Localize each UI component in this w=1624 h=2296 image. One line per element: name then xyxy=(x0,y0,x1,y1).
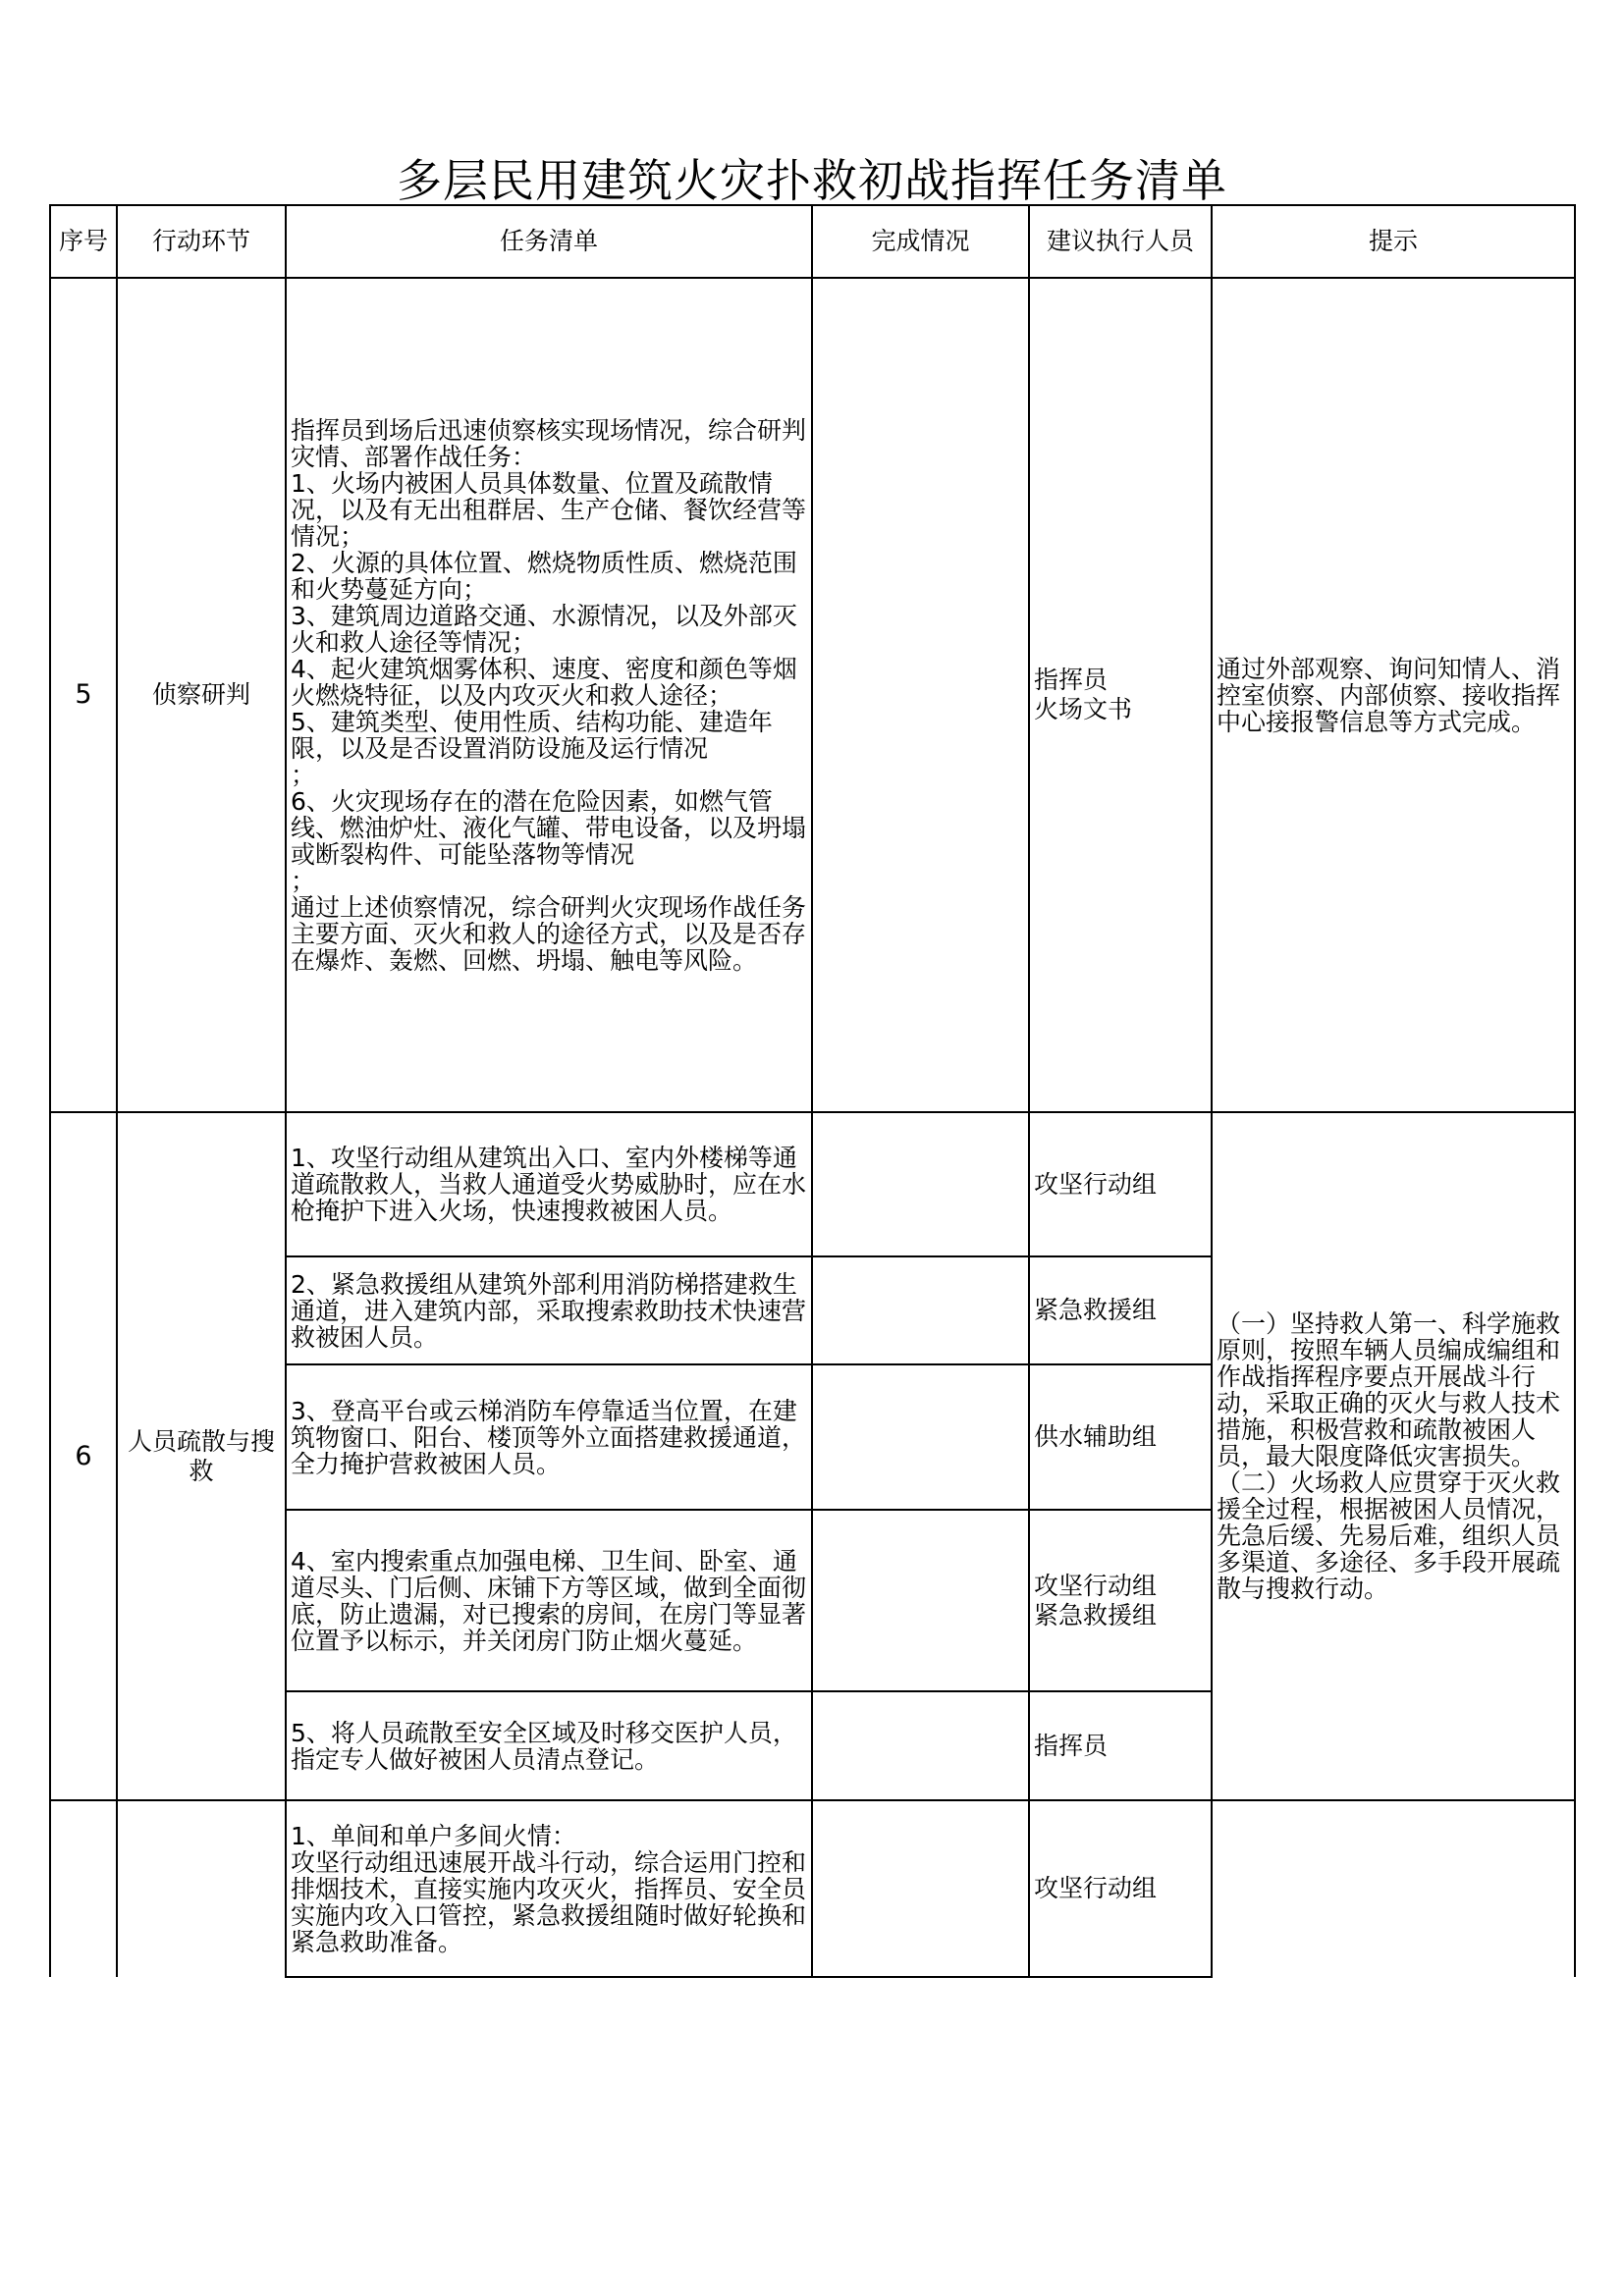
task-table xyxy=(49,204,1576,1978)
executor-cell: 攻坚行动组 紧急救援组 xyxy=(1029,1510,1212,1691)
status-cell[interactable] xyxy=(812,1691,1029,1800)
header-tasks: 任务清单 xyxy=(286,205,812,278)
header-seq: 序号 xyxy=(50,205,117,278)
status-cell[interactable] xyxy=(812,278,1029,1112)
task-cell: 3、登高平台或云梯消防车停靠适当位置，在建筑物窗口、阳台、楼顶等外立面搭建救援通道，全力掩护营救被困人员。 xyxy=(286,1364,812,1510)
header-stage: 行动环节 xyxy=(117,205,286,278)
executor-cell: 指挥员 火场文书 xyxy=(1029,278,1212,1112)
header-tips: 提示 xyxy=(1212,205,1575,278)
page-title: 多层民用建筑火灾扑救初战指挥任务清单 xyxy=(397,154,1227,207)
section-seq xyxy=(50,1800,117,1977)
status-cell[interactable] xyxy=(812,1364,1029,1510)
header-status: 完成情况 xyxy=(812,205,1029,278)
section-stage xyxy=(117,1800,286,1977)
header-row xyxy=(50,205,1575,278)
tips-cell xyxy=(1212,1800,1575,1977)
task-cell: 1、单间和单户多间火情： 攻坚行动组迅速展开战斗行动，综合运用门控和排烟技术，直接实施内攻灭火，指挥员、安全员实施内攻入口管控，紧急救援组随时做好轮换和紧急救助准备。 xyxy=(286,1800,812,1977)
table-row xyxy=(50,1800,1575,1977)
task-text: 指挥员到场后迅速侦察核实现场情况，综合研判灾情、部署作战任务： 1、火场内被困人员具体数量、位置及疏散情况，以及有无出租群居、生产仓储、餐饮经营等情况； 2、火源的具体位置、燃烧物质性质、燃烧范围和火势蔓延方向； 3、建筑周边道路交通、水源情况，以及外部灭火和救人途径等情况； 4、起火建筑烟雾体积、速度、密度和颜色等烟火燃烧特征，以及内攻灭火和救人途径； 5、建筑类型、使用性质、结构功能、建造年限，以及是否设置消防设施及运行情况 ； 6、火灾现场存在的潜在危险因素，如燃气管线、燃油炉灶、液化气罐、带电设备，以及坍塌或断裂构件、可能坠落物等情况 ； 通过上述侦察情况，综合研判火灾现场作战任务主要方面、灭火和救人的途径方式，以及是否存在爆炸、轰燃、回燃、坍塌、触电等风险。 xyxy=(291,415,807,975)
section-seq: 6 xyxy=(50,1112,117,1800)
task-cell: 1、攻坚行动组从建筑出入口、室内外楼梯等通道疏散救人，当救人通道受火势威胁时，应在水枪掩护下进入火场，快速搜救被困人员。 xyxy=(286,1112,812,1256)
executor-cell: 攻坚行动组 xyxy=(1029,1800,1212,1977)
task-cell: 5、将人员疏散至安全区域及时移交医护人员，指定专人做好被困人员清点登记。 xyxy=(286,1691,812,1800)
section-stage: 人员疏散与搜救 xyxy=(117,1112,286,1800)
tips-cell: 通过外部观察、询问知情人、消控室侦察、内部侦察、接收指挥中心接报警信息等方式完成。 xyxy=(1212,278,1575,1112)
task-cell: 4、室内搜索重点加强电梯、卫生间、卧室、通道尽头、门后侧、床铺下方等区域，做到全面彻底，防止遗漏，对已搜索的房间，在房门等显著位置予以标示，并关闭房门防止烟火蔓延。 xyxy=(286,1510,812,1691)
executor-cell: 紧急救援组 xyxy=(1029,1256,1212,1364)
task-cell: 2、紧急救援组从建筑外部利用消防梯搭建救生通道，进入建筑内部，采取搜索救助技术快速营救被困人员。 xyxy=(286,1256,812,1364)
section-seq: 5 xyxy=(50,278,117,1112)
status-cell[interactable] xyxy=(812,1256,1029,1364)
task-cell xyxy=(286,278,812,1112)
section-stage: 侦察研判 xyxy=(117,278,286,1112)
executor-cell: 供水辅助组 xyxy=(1029,1364,1212,1510)
status-cell[interactable] xyxy=(812,1112,1029,1256)
table-row xyxy=(50,278,1575,1112)
table-row xyxy=(50,1112,1575,1256)
header-executor: 建议执行人员 xyxy=(1029,205,1212,278)
executor-cell: 攻坚行动组 xyxy=(1029,1112,1212,1256)
status-cell[interactable] xyxy=(812,1510,1029,1691)
executor-cell: 指挥员 xyxy=(1029,1691,1212,1800)
tips-cell: （一）坚持救人第一、科学施救原则，按照车辆人员编成编组和作战指挥程序要点开展战斗行动，采取正确的灭火与救人技术措施，积极营救和疏散被困人员，最大限度降低灾害损失。 （二）火场救人应贯穿于灭火救援全过程，根据被困人员情况，先急后缓、先易后难，组织人员多渠道、多途径、多手段开展疏散与搜救行动。 xyxy=(1212,1112,1575,1800)
status-cell[interactable] xyxy=(812,1800,1029,1977)
